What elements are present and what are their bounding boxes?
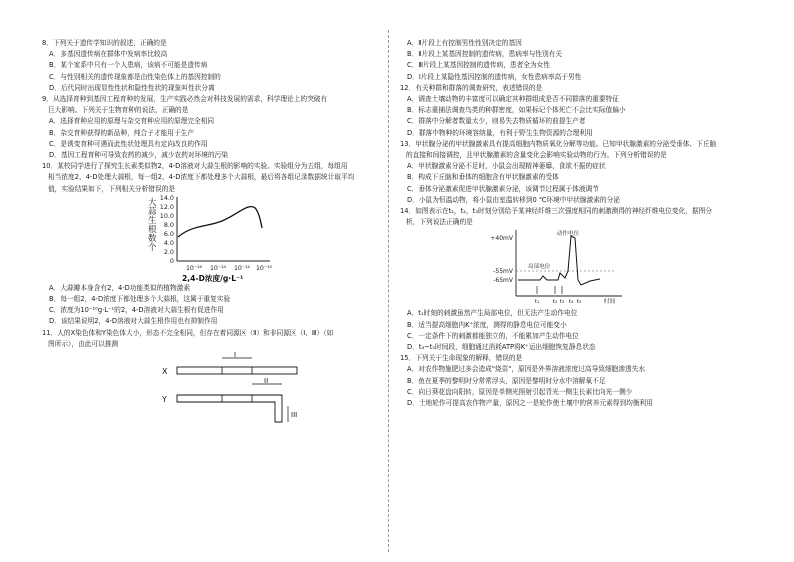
y-tick: 0 xyxy=(169,256,174,265)
x-axis-label: 2,4-D浓度/g·L⁻¹ xyxy=(182,273,244,283)
question-stem: 14．如图表示在t₁，t₂，t₃时刻分别给予某神经纤维三次强度相同的刺激测得的神经纤维电位变化，据图分 xyxy=(400,207,712,216)
option-a: A．甲状腺激素分泌不足时，小鼠会出现精神萎靡，食欲不振的症状 xyxy=(407,162,606,171)
question-15 xyxy=(400,353,768,409)
y-tick: 2.0 xyxy=(163,247,174,256)
y-chromosome-label: Y xyxy=(162,395,167,405)
question-11-options xyxy=(400,38,768,83)
option-b: B．鱼在夏季的黎明时分常常浮头，原因是黎明时分水中溶解氧不足 xyxy=(407,376,606,385)
column-divider xyxy=(388,30,389,552)
option-c: C．Ⅲ片段上某基因控制的遗传病，患者全为女性 xyxy=(407,61,551,70)
q10-chart xyxy=(42,195,377,283)
q10-figure xyxy=(42,195,377,283)
x-tick: 10⁻¹⁴ xyxy=(209,264,227,272)
right-column xyxy=(400,38,768,409)
option-d: D．该结果说明2，4-D溶液对大蒜生根作用也有抑制作用 xyxy=(49,317,218,326)
option-d: D．土地轮作可提高农作物产量，原因之一是轮作使土壤中的营养元素得到均衡利用 xyxy=(407,399,653,408)
x-tick: 10⁻¹⁰ xyxy=(255,264,273,272)
time-tick: t₅ xyxy=(576,299,582,306)
question-stem-line-2: 的直接和间接调控，且甲状腺激素的含量变化会影响实验动物的行为。下列分析错误的是 xyxy=(406,151,667,160)
y-tick: +40mV xyxy=(490,235,513,243)
question-stem: 9．从选择育种到基因工程育种的发展，生产实践必然会对科技发展的需求，科学理论上的突破有 xyxy=(42,95,328,104)
question-14 xyxy=(400,206,768,353)
option-c: C．浓度为10⁻¹⁰g·L⁻¹的2，4-D溶液对大蒜生根有促进作用 xyxy=(49,306,224,315)
option-d: D．Ⅰ片段上某隐性基因控制的遗传病，女性患病率高于男性 xyxy=(407,72,582,81)
xy-chromosome-diagram xyxy=(42,350,377,430)
y-tick: -55mV xyxy=(493,268,513,276)
y-tick: -65mV xyxy=(493,277,513,285)
y-tick: 4.0 xyxy=(163,238,174,247)
option-a: A．Ⅱ片段上有控制男性性别决定的基因 xyxy=(407,39,522,47)
option-a: A．t₁时刻的刺激虽然产生局部电位，但无法产生动作电位 xyxy=(407,309,578,318)
question-stem: 13．甲状腺分泌的甲状腺激素具有提高细胞内物质氧化分解等功能。已知甲状腺激素的分泌受垂体、下丘脑 xyxy=(400,139,717,148)
option-d: D．t₄~t₅时间段，细胞通过消耗ATP将K⁺运出细胞恢复静息状态 xyxy=(407,343,596,352)
q11-figure xyxy=(42,350,377,430)
y-chromosome xyxy=(177,395,282,422)
option-d: D．小鼠为恒温动物，将小鼠由室温转移到0 ℃环境中甲状腺激素的分泌 xyxy=(407,195,620,204)
option-c: C．向日葵花盘向阳转，原因是单侧光照射引起背光一侧生长素比向光一侧少 xyxy=(407,387,633,396)
option-b: B．每一组2，4-D浓度下都处理多个大蒜根，这属于重复实验 xyxy=(49,295,231,304)
time-axis-label: 时间 xyxy=(604,299,616,306)
y-label-char: 根 xyxy=(148,224,157,235)
region-3-label: III xyxy=(291,411,298,420)
y-tick: 6.0 xyxy=(163,229,174,238)
y-label-char: 数 xyxy=(148,233,157,244)
question-stem-line-2: 析，下列说法正确的是 xyxy=(406,218,473,227)
question-8 xyxy=(42,38,377,94)
y-label-char: 蒜 xyxy=(148,206,157,217)
option-c: C．与性别相关的遗传现象都是由性染色体上的基因控制的 xyxy=(49,72,221,81)
question-stem-line-2: 图所示），由此可以推测 xyxy=(48,339,119,348)
question-13 xyxy=(400,139,768,206)
option-d: D．基因工程育种可导致农药的减少，减少农药对环境的污染 xyxy=(49,151,229,160)
option-c: C．群落中分解者数量太少，则易失去物质循环的前提生产者 xyxy=(407,117,586,126)
question-stem: 11．人的X染色体和Y染色体大小，形态不完全相同，但存在着同源区（Ⅱ）和非同源区（Ⅰ、Ⅲ）（如 xyxy=(42,328,334,337)
time-tick: t₁ xyxy=(534,299,540,306)
question-12 xyxy=(400,83,768,139)
option-d: D．后代同时出现显性性状和隐性性状的现象叫性状分离 xyxy=(49,83,215,92)
option-a: A．大蒜瓣本身含有2，4-D功能类似的植物激素 xyxy=(49,283,191,292)
option-a: A．选择育种应用的原理与杂交育种应用的原理完全相同 xyxy=(49,117,215,126)
x-chromosome-label: X xyxy=(162,367,168,377)
option-a: A．多基因遗传病在群体中发病率比较高 xyxy=(49,50,168,59)
option-b: B．适当提高细胞内K⁺浓度，测得的静息电位可能变小 xyxy=(407,320,567,329)
membrane-potential-graph xyxy=(400,228,768,308)
time-tick: t₃ xyxy=(559,299,565,306)
region-1-label: I xyxy=(234,351,237,360)
question-stem-line-2: 巨大影响。下列关于生物育种的说法，正确的是 xyxy=(48,106,189,115)
local-potential-label: 局部电位 xyxy=(528,264,551,271)
option-a: A．对农作物施肥过多会造成"烧苗"，原因是外界溶液浓度过高导致细胞渗透失水 xyxy=(407,365,646,374)
y-label-char: 生 xyxy=(148,215,157,226)
option-a: A．调查土壤动物的丰富度可以确定其种群组成是否不同群落的重要特征 xyxy=(407,95,619,104)
option-b: B．杂交育种获得的新品种，纯合子才能用于生产 xyxy=(49,128,195,137)
potential-trace xyxy=(518,236,600,285)
option-c: C．一定条件下的刺激都能独立的，不能累加产生动作电位 xyxy=(407,331,579,340)
x-tick: 10⁻¹² xyxy=(233,264,251,272)
response-curve xyxy=(178,206,262,236)
question-stem: 15．下列关于生命现象的解释，错误的是 xyxy=(400,354,523,363)
question-9 xyxy=(42,94,377,161)
question-stem: 8．下列关于遗传学知识的叙述，正确的是 xyxy=(42,39,167,47)
option-b: B．Ⅱ片段上某基因控制的遗传病，患病率与性别有关 xyxy=(407,50,563,59)
y-tick: 12.0 xyxy=(159,202,174,211)
y-tick: 14.0 xyxy=(159,194,174,202)
time-tick: t₂ xyxy=(552,299,558,306)
question-stem-line-3: 值，实验结果如下，下列相关分析错误的是 xyxy=(48,184,176,193)
action-potential-label: 动作电位 xyxy=(556,231,580,238)
option-c: C．是诱变育种可遇而此性状处理具有定向改良的作用 xyxy=(49,139,208,148)
question-11 xyxy=(42,328,377,430)
question-stem: 10．某校同学进行了探究生长素类似物2，4-D溶液对大蒜生根的影响的实验。实验组分为五组，每组用 xyxy=(42,162,348,171)
y-label-char: 大 xyxy=(148,197,157,208)
region-2-label: II xyxy=(264,377,269,386)
q14-figure xyxy=(400,228,768,308)
y-tick: 10.0 xyxy=(159,211,174,220)
y-tick: 8.0 xyxy=(163,220,174,229)
option-c: C．垂体分泌激素促进甲状腺激素分泌，该调节过程属于体液调节 xyxy=(407,184,599,193)
option-b: B．标志重捕法调查鸟类的种群密度，如果标记个体死亡不会比实际值偏小 xyxy=(407,106,626,115)
x-tick: 10⁻¹⁶ xyxy=(185,264,203,272)
time-tick: t₄ xyxy=(568,299,574,306)
left-column xyxy=(42,38,377,430)
question-10 xyxy=(42,161,377,327)
y-label-char: 个 xyxy=(148,242,157,253)
question-stem-line-2: 相当浓度2，4-D处理大蒜根，每一组2，4-D浓度下都处理多个大蒜根，最后将各组记录数据统计取平均 xyxy=(48,173,355,182)
option-b: B．某个家系中只有一个人患病，该病不可能是遗传病 xyxy=(49,61,208,70)
question-stem: 12．有关种群和群落的调查研究，表述错误的是 xyxy=(400,83,543,92)
x-chromosome xyxy=(177,367,297,374)
option-d: D．群落中物种的环境容纳量，有利于野生生物资源的合理利用 xyxy=(407,128,593,137)
option-b: B．构成下丘脑和垂体的细胞含有甲状腺激素的受体 xyxy=(407,173,559,182)
